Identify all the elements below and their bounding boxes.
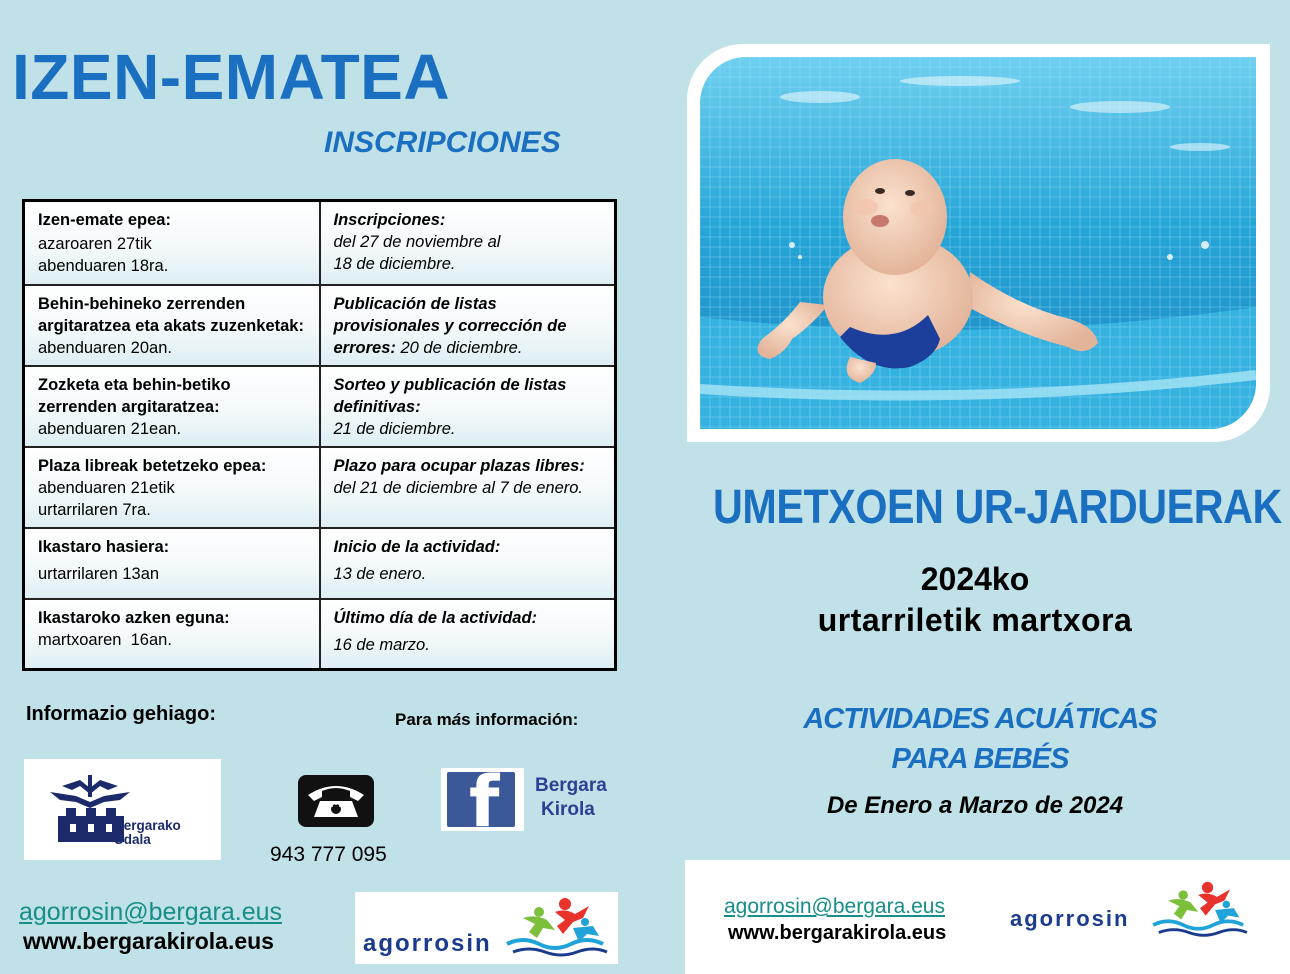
email-text-tail: us (255, 898, 283, 926)
schedule-value-es: del 27 de noviembre al 18 de diciembre. (333, 233, 501, 273)
schedule-value-eu: abenduaren 21ean. (38, 419, 182, 438)
phone-number[interactable]: 943 777 095 (270, 843, 387, 866)
facebook-page-line: Kirola (541, 799, 595, 820)
schedule-value-es: 20 de diciembre. (395, 338, 523, 357)
more-info-es-part: Para m (395, 710, 452, 729)
year-label: 2024ko (920, 561, 1030, 597)
more-info-es (395, 710, 578, 730)
udala-label (114, 819, 181, 847)
facebook-link[interactable] (441, 761, 524, 843)
table-row (24, 366, 616, 447)
schedule-value-es: 21 de diciembre. (333, 419, 456, 438)
udala-line: Bergarako (114, 818, 181, 833)
schedule-label-es: Último día de la actividad: (333, 608, 538, 627)
page-title: IZEN-EMATEA (12, 41, 451, 113)
schedule-label-eu: Behin-behineko zerrenden argitaratzea eta akats zuzenketak: (38, 294, 304, 335)
schedule-label-eu: Plaza libreak betetzeko epea: (38, 456, 267, 475)
schedule-cell-es (320, 599, 616, 670)
months-label: urtarriletik martxora (817, 602, 1133, 638)
baby-swimming-illustration (700, 57, 1256, 429)
schedule-value-eu: abenduaren 20an. (38, 338, 172, 357)
schedule-cell-es (320, 201, 616, 285)
activity-title-es-line: ACTIVIDADES ACUÁTICAS (803, 703, 1157, 735)
footer-contact-panel (685, 860, 1290, 974)
table-row (24, 201, 616, 285)
schedule-label-eu: Izen-emate epea: (38, 211, 171, 229)
schedule-table (22, 199, 617, 671)
activity-title-es-line: PARA BEBÉS (891, 743, 1069, 775)
udala-line: Udala (114, 832, 151, 847)
dates-es: De Enero a Marzo de 2024 (826, 792, 1124, 819)
schedule-label-es: Inscripciones: (333, 211, 446, 229)
more-info-es-part: s información: (461, 710, 579, 729)
schedule-value-es: 16 de marzo. (333, 635, 430, 654)
schedule-value-es: 13 de enero. (333, 564, 427, 583)
schedule-value-eu: abenduaren 21etik urtarrilaren 7ra. (38, 478, 175, 519)
schedule-value-eu: martxoaren 16an. (38, 630, 172, 649)
bergarako-udala-logo (24, 759, 221, 860)
email-text-tail: us (922, 895, 945, 918)
page-subtitle: INSCRIPCIONES (324, 126, 561, 159)
email-link[interactable] (724, 895, 945, 919)
email-text: agorrosin@bergara.e (724, 895, 923, 918)
schedule-cell-es (320, 528, 616, 599)
agorrosin-wordmark: agorrosin (1010, 906, 1130, 931)
table-row (24, 285, 616, 366)
schedule-label-eu: Ikastaro hasiera: (38, 537, 170, 556)
table-row (24, 447, 616, 528)
email-text: agorrosin@bergara.e (19, 898, 256, 926)
schedule-cell-eu (24, 528, 320, 599)
more-info-es-part: á (451, 710, 462, 729)
schedule-label-es: Inicio de la actividad: (333, 537, 501, 556)
schedule-label-es: Sorteo y publicación de listas definitivas: (333, 375, 567, 416)
table-row (24, 528, 616, 599)
schedule-cell-es (320, 285, 616, 366)
schedule-cell-eu (24, 201, 320, 285)
table-row (24, 599, 616, 670)
schedule-cell-eu (24, 366, 320, 447)
facebook-icon[interactable] (447, 761, 515, 843)
baby-swimming-photo (700, 57, 1256, 429)
schedule-label-es: Publicación de listas provisionales y corrección de errores: (333, 294, 567, 357)
website-link[interactable]: www.bergarakirola.eus (728, 922, 947, 944)
schedule-label-eu: Ikastaroko azken eguna: (38, 608, 230, 627)
phone-icon (298, 775, 374, 827)
schedule-value-es: del 21 de diciembre al 7 de enero. (333, 478, 583, 497)
schedule-cell-eu (24, 447, 320, 528)
schedule-cell-es (320, 447, 616, 528)
activity-title-es (680, 699, 1280, 779)
facebook-page-line: Bergara (535, 775, 607, 796)
website-link[interactable]: www.bergarakirola.eus (23, 928, 274, 954)
schedule-cell-eu (24, 599, 320, 670)
swimmers-icon (503, 896, 613, 960)
schedule-cell-es (320, 366, 616, 447)
facebook-f-glyph: f (469, 761, 500, 843)
schedule-value-eu: azaroaren 27tik abenduaren 18ra. (38, 235, 169, 275)
activity-title-eu: UMETXOEN UR-JARDUERAK (713, 481, 1282, 534)
schedule-label-eu: Zozketa eta behin-betiko zerrenden argitaratzea: (38, 375, 231, 416)
schedule-label-es: Plazo para ocupar plazas libres: (333, 456, 585, 475)
agorrosin-logo (355, 892, 618, 964)
email-link[interactable] (19, 898, 282, 927)
facebook-page-name[interactable] (535, 774, 607, 822)
agorrosin-wordmark: agorrosin (363, 930, 492, 957)
more-info-eu: Informazio gehiago: (26, 703, 216, 725)
swimmers-icon (1149, 880, 1253, 940)
schedule-value-eu: urtarrilaren 13an (38, 564, 160, 583)
schedule-cell-eu (24, 285, 320, 366)
